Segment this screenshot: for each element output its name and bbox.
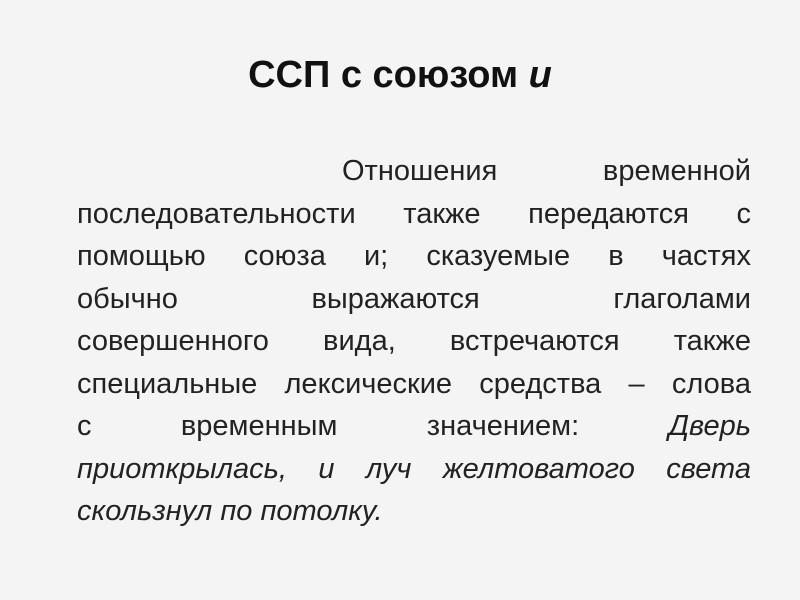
word: вида, <box>323 325 396 357</box>
example-word: желтоватого <box>442 452 635 485</box>
word: слова <box>671 367 751 400</box>
text-line <box>77 320 751 363</box>
text-line-example-end <box>77 490 751 533</box>
example-word: Дверь <box>668 410 751 442</box>
slide-title <box>0 54 800 97</box>
word: Отношения <box>342 155 498 187</box>
example-word: света <box>666 452 751 485</box>
word: лексические <box>284 367 453 400</box>
word: также <box>673 325 751 357</box>
word: совершенного <box>77 325 269 357</box>
word: значением: <box>426 410 580 442</box>
text-line <box>77 363 751 406</box>
word: временным <box>180 410 338 442</box>
example-word: скользнул по потолку. <box>77 495 383 527</box>
text-line <box>77 193 751 236</box>
word: с <box>736 197 751 230</box>
word: временной <box>602 155 751 187</box>
example-word: приоткрылась, <box>77 452 287 485</box>
word: – <box>628 367 645 400</box>
word: сказуемые <box>426 240 571 272</box>
word: частях <box>661 240 751 272</box>
word: обычно <box>77 282 178 315</box>
word: выражаются <box>311 282 480 315</box>
title-italic-conjunction: и <box>528 54 552 96</box>
word: помощью <box>77 240 206 272</box>
word: союза <box>243 240 326 272</box>
title-main: ССП с союзом <box>248 54 519 96</box>
example-word: и <box>318 452 335 485</box>
slide-body-text <box>77 150 751 533</box>
text-line <box>77 405 751 448</box>
example-word: луч <box>365 452 412 485</box>
text-line-example <box>77 448 751 491</box>
text-line <box>77 278 751 321</box>
text-line <box>77 150 751 193</box>
word: специальные <box>77 367 258 400</box>
word: также <box>403 197 481 230</box>
word: и; <box>363 240 389 272</box>
word: глаголами <box>613 282 751 315</box>
word: передаются <box>528 197 689 230</box>
word: с <box>77 410 92 442</box>
word: последовательности <box>77 197 356 230</box>
text-line <box>77 235 751 278</box>
word: встречаются <box>449 325 620 357</box>
word: в <box>608 240 624 272</box>
word: средства <box>479 367 602 400</box>
